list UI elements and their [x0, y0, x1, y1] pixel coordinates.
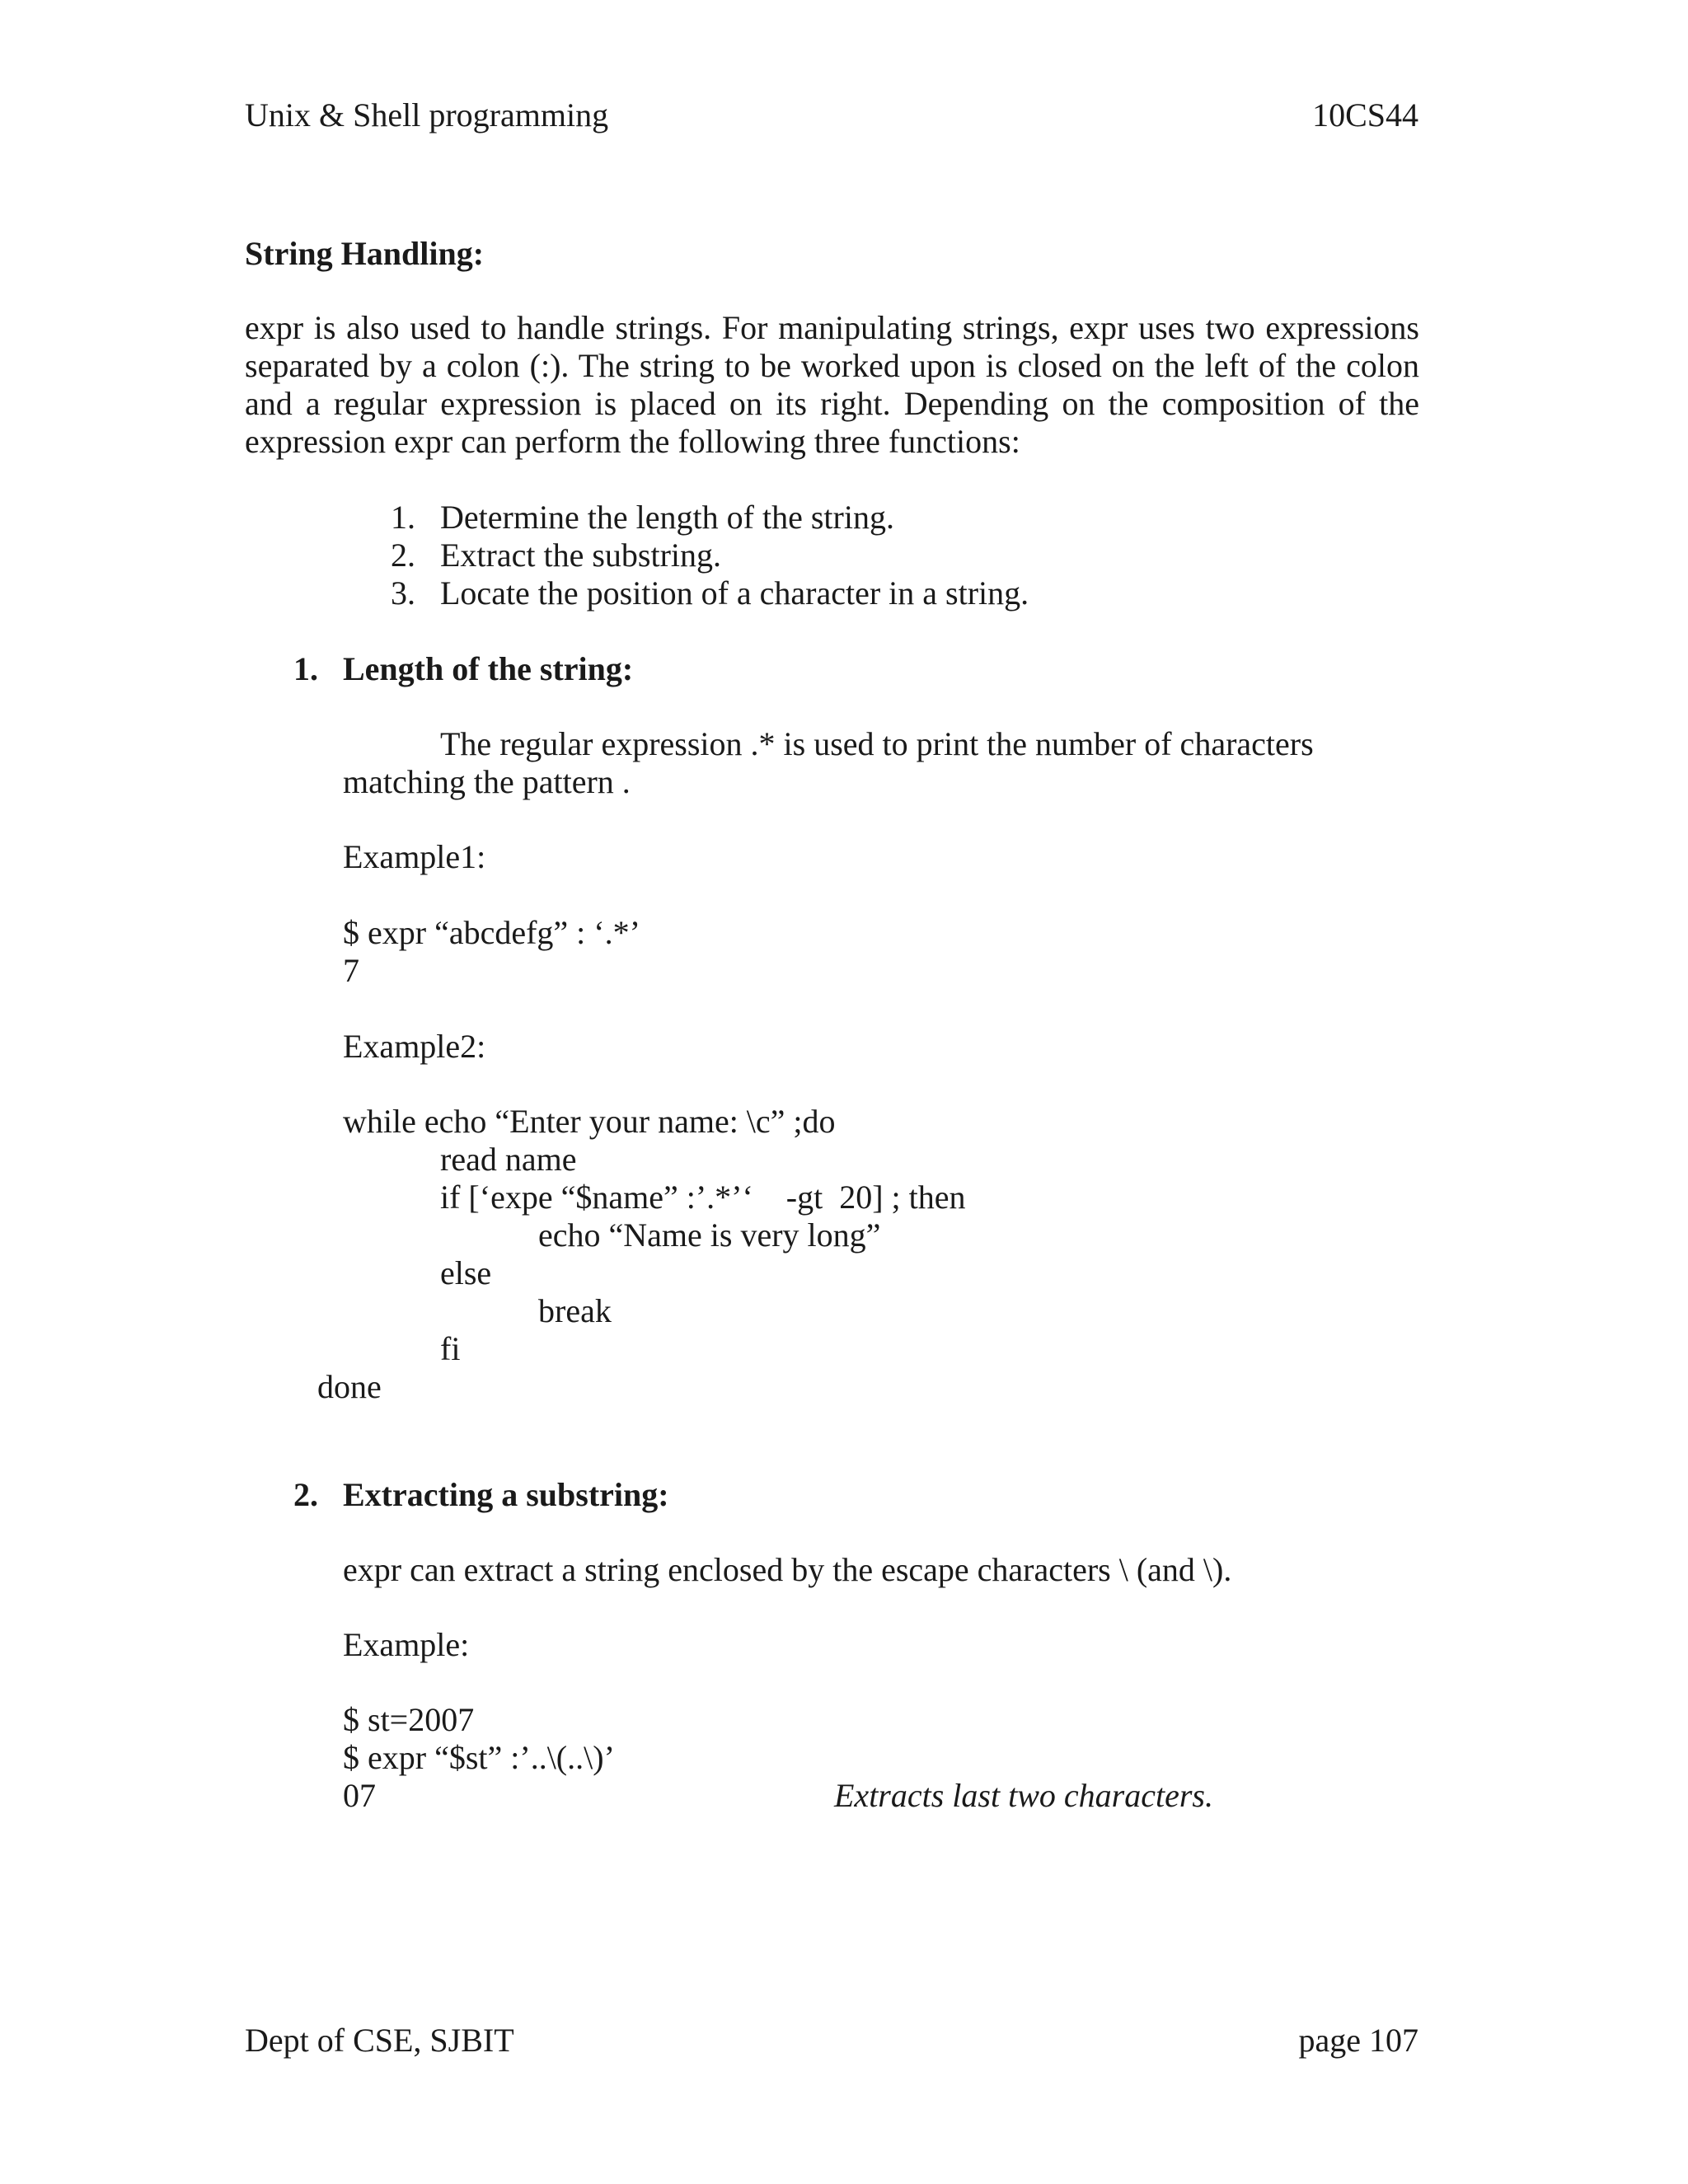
section-1-description: matching the pattern . [343, 763, 631, 800]
code-line: fi [440, 1330, 461, 1367]
list-item: Determine the length of the string. [440, 499, 894, 536]
example-1-command: $ expr “abcdefg” : ‘.*’ [343, 914, 640, 951]
example-command: $ expr “$st” :’..\(..\)’ [343, 1739, 615, 1776]
footer-right: page 107 [1298, 2022, 1418, 2059]
section-title: String Handling: [245, 235, 485, 272]
header-right: 10CS44 [1312, 96, 1418, 134]
code-line: done [317, 1368, 382, 1405]
footer-left: Dept of CSE, SJBIT [245, 2022, 514, 2059]
intro-line: and a regular expression is placed on its right. Depending on the composition of the [245, 385, 1419, 422]
code-line: echo “Name is very long” [538, 1216, 881, 1254]
section-2-title: Extracting a substring: [343, 1476, 669, 1513]
list-number: 3. [391, 574, 415, 612]
code-line: while echo “Enter your name: \c” ;do [343, 1103, 836, 1140]
intro-paragraph [245, 309, 1419, 461]
intro-line: expr is also used to handle strings. For manipulating strings, expr uses two expressions [245, 309, 1419, 346]
header-left: Unix & Shell programming [245, 96, 609, 134]
code-line: break [538, 1292, 612, 1329]
example-note: Extracts last two characters. [834, 1777, 1213, 1814]
list-number: 2. [391, 537, 415, 574]
example-2-label: Example2: [343, 1028, 486, 1065]
list-item: Locate the position of a character in a string. [440, 574, 1029, 612]
list-number: 1. [391, 499, 415, 536]
example-1-output: 7 [343, 952, 359, 989]
example-1-label: Example1: [343, 838, 486, 875]
code-line: read name [440, 1141, 577, 1178]
example-label: Example: [343, 1626, 470, 1663]
code-line: else [440, 1254, 492, 1291]
example-output: 07 [343, 1777, 376, 1814]
section-1-number: 1. [293, 650, 318, 687]
code-line: if [‘expe “$name” :’.*’‘ -gt 20] ; then [440, 1179, 966, 1216]
intro-line: separated by a colon (:). The string to be worked upon is closed on the left of the colon [245, 347, 1419, 384]
list-item: Extract the substring. [440, 537, 722, 574]
section-1-title: Length of the string: [343, 650, 634, 687]
section-2-number: 2. [293, 1476, 318, 1513]
intro-line: expression expr can perform the following three functions: [245, 423, 1020, 460]
example-command: $ st=2007 [343, 1701, 475, 1738]
section-1-description: The regular expression .* is used to print the number of characters [440, 725, 1314, 762]
section-2-description: expr can extract a string enclosed by the escape characters \ (and \). [343, 1551, 1232, 1588]
